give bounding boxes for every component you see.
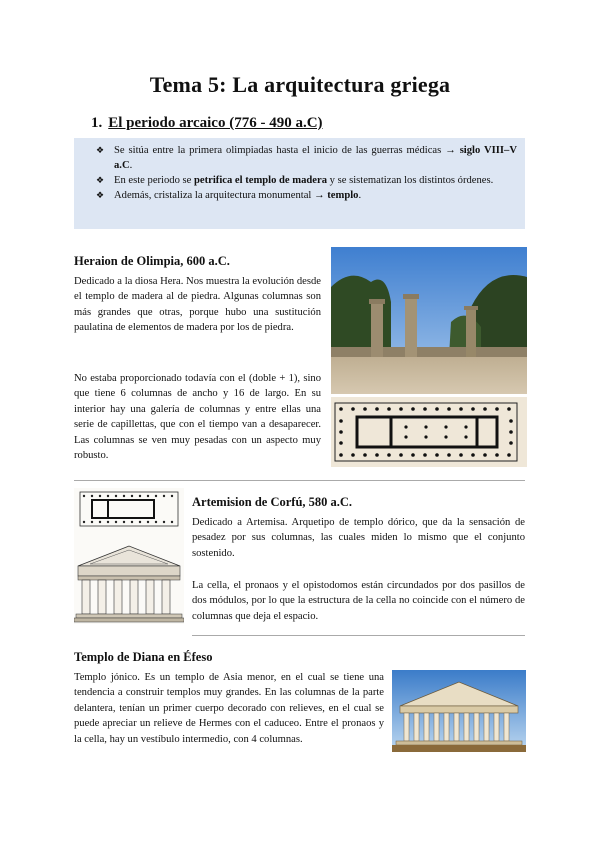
artemision-drawing: [74, 488, 184, 624]
section-title-text: El periodo arcaico (776 - 490 a.C): [108, 115, 323, 131]
diana-paragraph: Templo jónico. Es un templo de Asia menor, en el cual se tiene una tendencia a construir templos muy grandes. En las columnas de la parte delantera, tenían un primer cuerpo decorado con relieves, en el cual se puede apreciar un relieve de Hermes con el caduceo. Entre el pronaos y la cella, hay un vestíbulo intermedio, con 4 columnas.: [74, 672, 384, 745]
page-title: Tema 5: La arquitectura griega: [149, 72, 451, 97]
bullet-item: ❖ En este periodo se petrifica el templo de madera y se sistematizan los distintos órdenes.: [96, 173, 517, 188]
heraion-paragraph-1: Dedicado a la diosa Hera. Nos muestra la evolución desde el templo de madera al de piedra. Algunas columnas son más grandes que otras, porque hubo una sustitución paulatina de elementos de madera por los de piedra.: [74, 276, 321, 334]
artemision-title: Artemision de Corfú, 580 a.C.: [192, 495, 353, 509]
artemision-paragraph-2: La cella, el pronaos y el opistodomos están circundados por dos pasillos de dos módulos, por lo que la estructura de la cella no coincide con el número de columnas que deja el espacio.: [192, 580, 525, 622]
heraion-paragraph-2: No estaba proporcionado todavía con el (doble + 1), sino que tiene 6 columnas de ancho y 16 de largo. En su interior hay una galería de columnas y entre ellas una serie de capillettas, que con el tiempo van a desaparecer. Las columnas se ven muy pesadas con un aspecto muy robusto.: [74, 373, 321, 462]
diana-render: [392, 670, 526, 752]
bullet-item: ❖ Además, cristaliza la arquitectura monumental → templo.: [96, 188, 517, 203]
heraion-photo: [331, 247, 527, 394]
heraion-title: Heraion de Olimpia, 600 a.C.: [74, 254, 230, 268]
divider: [74, 480, 525, 481]
bullet-item: ❖ Se sitúa entre la primera olimpiadas hasta el inicio de las guerras médicas → siglo VIII–V a.C.: [96, 143, 517, 173]
diana-title: Templo de Diana en Éfeso: [74, 650, 213, 664]
section-title: [91, 115, 323, 132]
artemision-paragraph-1: Dedicado a Artemisa. Arquetipo de templo dórico, que da la sensación de pesadez por sus columnas, las cuales miden lo mismo que el conjunto sostenido.: [192, 517, 525, 559]
summary-box: [74, 138, 525, 229]
divider: [192, 635, 525, 636]
heraion-plan: [331, 397, 527, 467]
section-number: 1.: [91, 115, 103, 131]
